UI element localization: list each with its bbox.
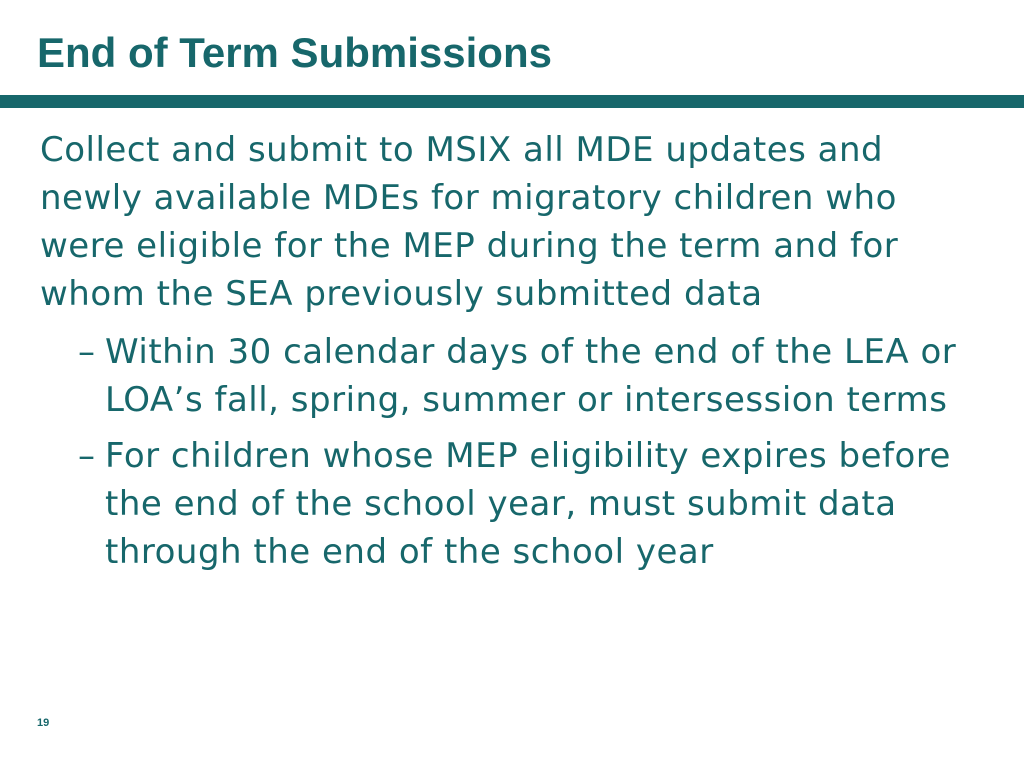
sub-bullet-item: [40, 328, 965, 424]
dash-bullet-icon: –: [78, 332, 96, 372]
sub-bullet-item: [40, 432, 965, 576]
page-number: 19: [37, 717, 50, 729]
sub-bullet-text: For children whose MEP eligibility expires before the end of the school year, must submit data through the end of the school year: [105, 436, 951, 572]
title-divider: [0, 95, 1024, 108]
sub-bullet-text: Within 30 calendar days of the end of the LEA or LOA’s fall, spring, summer or intersession terms: [105, 332, 957, 420]
dash-bullet-icon: –: [78, 436, 96, 476]
sub-bullet-list: [40, 328, 970, 576]
slide-body: [40, 126, 970, 584]
slide-title: End of Term Submissions: [37, 29, 552, 76]
main-bullet-text: Collect and submit to MSIX all MDE updates and newly available MDEs for migratory children who were eligible for the MEP during the term and for whom the SEA previously submitted data: [40, 130, 899, 314]
